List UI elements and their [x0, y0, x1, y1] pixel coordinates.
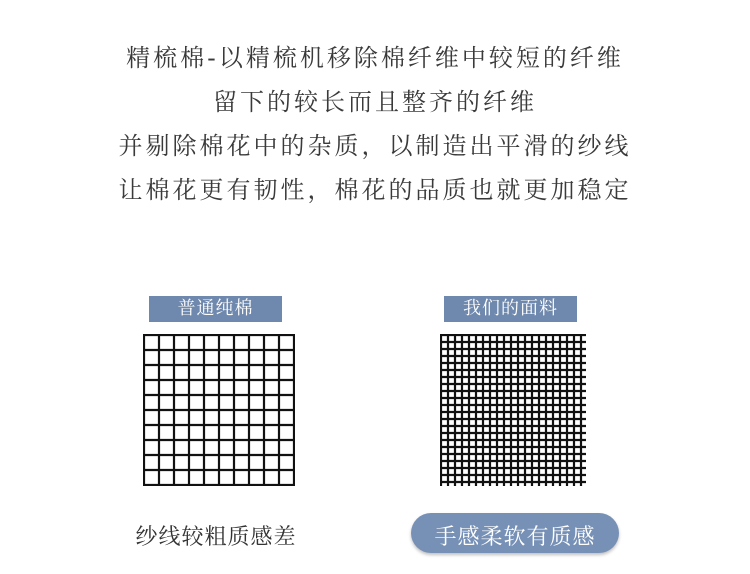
- regular-cotton-caption: 纱线较粗质感差: [135, 525, 297, 550]
- intro-line-4: 让棉花更有韧性，棉花的品质也就更加稳定: [118, 176, 632, 204]
- fine-weave-grid: [440, 334, 586, 486]
- intro-line-2: 留下的较长而且整齐的纤维: [213, 88, 537, 116]
- intro-text: [0, 36, 750, 212]
- intro-line-3: 并剔除棉花中的杂质，以制造出平滑的纱线: [118, 132, 632, 160]
- coarse-weave-grid: [143, 334, 295, 486]
- intro-line-1: 精梳棉-以精梳机移除棉纤维中较短的纤维: [126, 44, 624, 72]
- regular-cotton-tag: 普通纯棉: [149, 296, 282, 322]
- our-fabric-tag: 我们的面料: [444, 296, 577, 322]
- our-fabric-caption: 手感柔软有质感: [434, 525, 596, 550]
